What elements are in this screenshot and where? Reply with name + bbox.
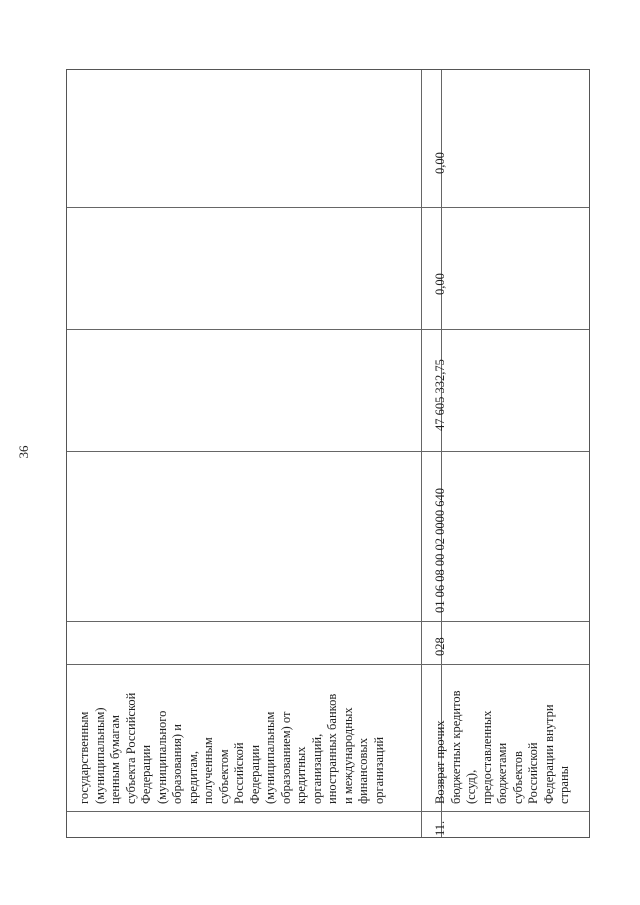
name-line: Федерации <box>247 744 262 804</box>
name-line: иностранных банков <box>325 693 339 804</box>
row-11-value-2-cell <box>433 273 449 295</box>
name-line: Федерации внутри <box>541 704 556 804</box>
prev-row-name-cell <box>77 693 387 804</box>
column-divider <box>67 811 589 812</box>
name-line: Российской <box>232 742 246 804</box>
name-line: субъектов <box>510 751 525 804</box>
row-11-number-cell <box>433 821 449 836</box>
name-line: субъекта Российской <box>123 692 138 804</box>
name-line: кредитных <box>294 746 308 804</box>
row-11-name-cell <box>433 690 573 804</box>
name-line: кредитам, <box>185 751 200 804</box>
row-divider <box>421 70 422 837</box>
name-line: ценным бумагам <box>108 715 122 804</box>
name-line: образованием) от <box>278 711 293 804</box>
name-line: полученным <box>201 737 215 804</box>
name-line: предоставленных <box>479 710 494 804</box>
name-line: и международных <box>340 707 355 804</box>
name-line: организаций, <box>309 733 324 804</box>
column-divider <box>67 621 589 622</box>
budget-classification-code: 01 06 08 00 02 0000 640 <box>433 488 447 613</box>
name-line: Возврат прочих <box>433 720 447 804</box>
budget-table <box>66 69 590 838</box>
name-line: (муниципальным <box>263 711 277 804</box>
column-divider <box>67 451 589 452</box>
row-11-value-3-cell <box>433 152 449 174</box>
name-line: (муниципального <box>154 710 169 804</box>
name-line: Федерации <box>139 744 153 804</box>
amount-value: 0,00 <box>433 152 447 174</box>
amount-value: 47 605 332,75 <box>433 359 447 431</box>
name-line: организаций <box>371 736 386 804</box>
row-11-value-1-cell <box>433 359 449 431</box>
row-number: 11. <box>433 820 447 836</box>
column-divider <box>67 329 589 330</box>
column-divider <box>67 664 589 665</box>
name-line: страны <box>557 765 571 804</box>
page-number: 36 <box>16 445 31 459</box>
amount-value: 0,00 <box>433 273 447 295</box>
row-11-admin-code-cell <box>433 637 449 656</box>
admin-code: 028 <box>433 637 447 656</box>
row-11-budget-code-cell <box>433 488 449 613</box>
name-line: субъектом <box>216 749 231 804</box>
name-line: финансовых <box>356 737 370 804</box>
name-line: образования) и <box>170 724 184 804</box>
column-divider <box>67 207 589 208</box>
name-line: бюджетных кредитов <box>448 690 463 804</box>
name-line: государственным <box>77 711 91 804</box>
name-line: Российской <box>526 742 540 804</box>
name-line: (ссуд), <box>464 769 478 804</box>
name-line: бюджетами <box>495 742 509 804</box>
name-line: (муниципальным) <box>92 707 107 804</box>
